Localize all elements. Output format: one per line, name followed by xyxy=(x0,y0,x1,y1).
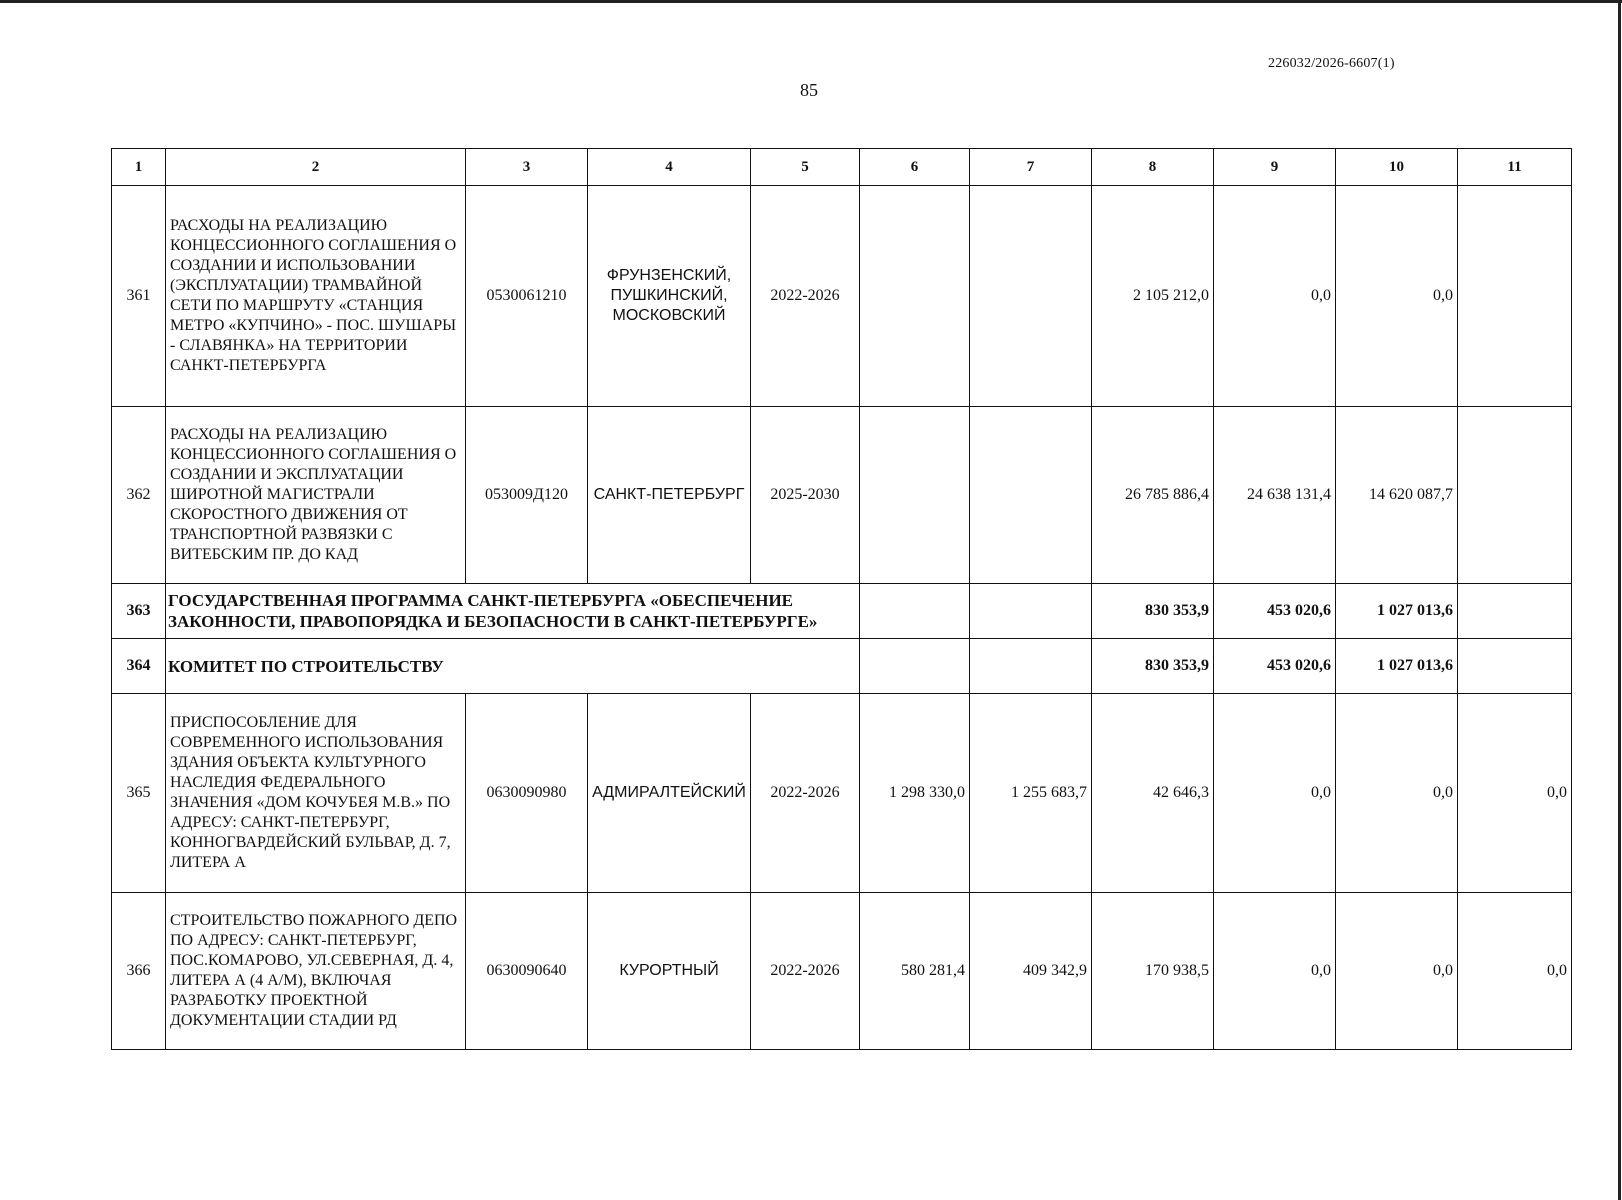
table-row xyxy=(112,186,1572,407)
table-row xyxy=(112,407,1572,584)
row-col9: 453 020,6 xyxy=(1214,639,1336,694)
column-header: 5 xyxy=(751,149,860,186)
column-header: 4 xyxy=(588,149,751,186)
row-col8: 830 353,9 xyxy=(1092,639,1214,694)
row-name: РАСХОДЫ НА РЕАЛИЗАЦИЮ КОНЦЕССИОННОГО СОГЛАШЕНИЯ О СОЗДАНИИ И ИСПОЛЬЗОВАНИИ (ЭКСПЛУАТАЦИИ) ТРАМВАЙНОЙ СЕТИ ПО МАРШРУТУ «СТАНЦИЯ МЕТРО «КУПЧИНО» - ПОС. ШУШАРЫ - СЛАВЯНКА» НА ТЕРРИТОРИИ САНКТ-ПЕТЕРБУРГА xyxy=(166,186,466,407)
row-col8: 170 938,5 xyxy=(1092,893,1214,1050)
row-number: 366 xyxy=(112,893,166,1050)
column-header: 9 xyxy=(1214,149,1336,186)
table-row-program xyxy=(112,584,1572,639)
row-col10: 14 620 087,7 xyxy=(1336,407,1458,584)
row-number: 363 xyxy=(112,584,166,639)
table-row-committee xyxy=(112,639,1572,694)
row-col11 xyxy=(1458,407,1572,584)
row-col10: 0,0 xyxy=(1336,893,1458,1050)
column-header: 11 xyxy=(1458,149,1572,186)
row-col6: 580 281,4 xyxy=(860,893,970,1050)
row-col9: 453 020,6 xyxy=(1214,584,1336,639)
row-col10: 1 027 013,6 xyxy=(1336,584,1458,639)
row-number: 362 xyxy=(112,407,166,584)
row-name: ПРИСПОСОБЛЕНИЕ ДЛЯ СОВРЕМЕННОГО ИСПОЛЬЗОВАНИЯ ЗДАНИЯ ОБЪЕКТА КУЛЬТУРНОГО НАСЛЕДИЯ ФЕДЕРАЛЬНОГО ЗНАЧЕНИЯ «ДОМ КОЧУБЕЯ М.В.» ПО АДРЕСУ: САНКТ-ПЕТЕРБУРГ, КОННОГВАРДЕЙСКИЙ БУЛЬВАР, Д. 7, ЛИТЕРА А xyxy=(166,694,466,893)
column-header: 6 xyxy=(860,149,970,186)
row-district: САНКТ-ПЕТЕРБУРГ xyxy=(588,407,751,584)
column-header: 7 xyxy=(970,149,1092,186)
row-col11: 0,0 xyxy=(1458,694,1572,893)
row-col8: 2 105 212,0 xyxy=(1092,186,1214,407)
row-number: 361 xyxy=(112,186,166,407)
row-col7: 1 255 683,7 xyxy=(970,694,1092,893)
row-district: КУРОРТНЫЙ xyxy=(588,893,751,1050)
row-col10: 0,0 xyxy=(1336,694,1458,893)
row-col9: 0,0 xyxy=(1214,893,1336,1050)
column-number-row xyxy=(112,149,1572,186)
row-col7 xyxy=(970,186,1092,407)
row-years: 2022-2026 xyxy=(751,893,860,1050)
row-col7 xyxy=(970,584,1092,639)
row-name: ГОСУДАРСТВЕННАЯ ПРОГРАММА САНКТ-ПЕТЕРБУРГА «ОБЕСПЕЧЕНИЕ ЗАКОННОСТИ, ПРАВОПОРЯДКА И БЕЗОПАСНОСТИ В САНКТ-ПЕТЕРБУРГЕ» xyxy=(166,584,860,639)
page-number: 85 xyxy=(800,80,818,100)
row-code: 0530061210 xyxy=(466,186,588,407)
row-name: КОМИТЕТ ПО СТРОИТЕЛЬСТВУ xyxy=(166,639,860,694)
document-id: 226032/2026-6607(1) xyxy=(1268,56,1395,71)
column-header: 8 xyxy=(1092,149,1214,186)
row-col8: 830 353,9 xyxy=(1092,584,1214,639)
row-col11 xyxy=(1458,584,1572,639)
row-col9: 0,0 xyxy=(1214,694,1336,893)
row-district: ФРУНЗЕНСКИЙ, ПУШКИНСКИЙ, МОСКОВСКИЙ xyxy=(588,186,751,407)
row-col11: 0,0 xyxy=(1458,893,1572,1050)
budget-table xyxy=(111,148,1572,1050)
row-col6: 1 298 330,0 xyxy=(860,694,970,893)
row-col6 xyxy=(860,584,970,639)
row-years: 2025-2030 xyxy=(751,407,860,584)
scan-edge-top xyxy=(0,0,1622,3)
column-header: 3 xyxy=(466,149,588,186)
row-col6 xyxy=(860,639,970,694)
row-col9: 0,0 xyxy=(1214,186,1336,407)
column-header: 2 xyxy=(166,149,466,186)
scan-edge-right xyxy=(1618,0,1621,1200)
row-code: 0630090640 xyxy=(466,893,588,1050)
row-years: 2022-2026 xyxy=(751,186,860,407)
row-name: РАСХОДЫ НА РЕАЛИЗАЦИЮ КОНЦЕССИОННОГО СОГЛАШЕНИЯ О СОЗДАНИИ И ЭКСПЛУАТАЦИИ ШИРОТНОЙ МАГИСТРАЛИ СКОРОСТНОГО ДВИЖЕНИЯ ОТ ТРАНСПОРТНОЙ РАЗВЯЗКИ С ВИТЕБСКИМ ПР. ДО КАД xyxy=(166,407,466,584)
table-row xyxy=(112,893,1572,1050)
row-code: 053009Д120 xyxy=(466,407,588,584)
row-col7 xyxy=(970,639,1092,694)
row-col10: 0,0 xyxy=(1336,186,1458,407)
column-header: 1 xyxy=(112,149,166,186)
row-col8: 26 785 886,4 xyxy=(1092,407,1214,584)
row-col6 xyxy=(860,186,970,407)
row-years: 2022-2026 xyxy=(751,694,860,893)
row-number: 364 xyxy=(112,639,166,694)
row-district: АДМИРАЛТЕЙСКИЙ xyxy=(588,694,751,893)
row-name: СТРОИТЕЛЬСТВО ПОЖАРНОГО ДЕПО ПО АДРЕСУ: САНКТ-ПЕТЕРБУРГ, ПОС.КОМАРОВО, УЛ.СЕВЕРНАЯ, Д. 4, ЛИТЕРА А (4 А/М), ВКЛЮЧАЯ РАЗРАБОТКУ ПРОЕКТНОЙ ДОКУМЕНТАЦИИ СТАДИИ РД xyxy=(166,893,466,1050)
row-col8: 42 646,3 xyxy=(1092,694,1214,893)
row-col7 xyxy=(970,407,1092,584)
row-number: 365 xyxy=(112,694,166,893)
row-col9: 24 638 131,4 xyxy=(1214,407,1336,584)
row-col7: 409 342,9 xyxy=(970,893,1092,1050)
row-col11 xyxy=(1458,639,1572,694)
row-col10: 1 027 013,6 xyxy=(1336,639,1458,694)
row-col6 xyxy=(860,407,970,584)
row-col11 xyxy=(1458,186,1572,407)
table-row xyxy=(112,694,1572,893)
column-header: 10 xyxy=(1336,149,1458,186)
row-code: 0630090980 xyxy=(466,694,588,893)
